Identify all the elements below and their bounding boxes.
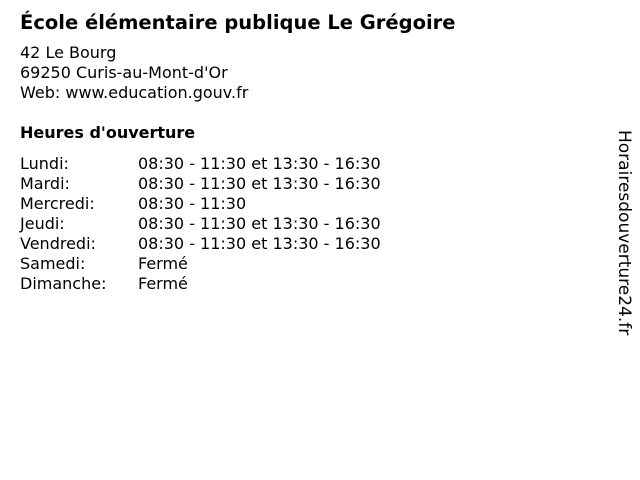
address-city: 69250 Curis-au-Mont-d'Or: [20, 63, 228, 82]
hours-row-friday: [20, 234, 381, 254]
address-street: 42 Le Bourg: [20, 43, 117, 62]
hours-row-monday: [20, 154, 381, 174]
hours-time: 08:30 - 11:30 et 13:30 - 16:30: [138, 234, 381, 253]
hours-time: 08:30 - 11:30 et 13:30 - 16:30: [138, 214, 381, 233]
hours-day: Jeudi:: [20, 214, 65, 233]
hours-row-sunday: [20, 274, 381, 294]
hours-time: 08:30 - 11:30 et 13:30 - 16:30: [138, 154, 381, 173]
hours-row-tuesday: [20, 174, 381, 194]
hours-time: 08:30 - 11:30 et 13:30 - 16:30: [138, 174, 381, 193]
hours-table: [20, 154, 381, 294]
hours-time: Fermé: [138, 274, 188, 293]
hours-day: Mardi:: [20, 174, 70, 193]
hours-row-wednesday: [20, 194, 381, 214]
address-block: [20, 43, 248, 103]
hours-day: Vendredi:: [20, 234, 96, 253]
hours-time: 08:30 - 11:30: [138, 194, 247, 213]
hours-time: Fermé: [138, 254, 188, 273]
hours-day: Dimanche:: [20, 274, 107, 293]
hours-day: Samedi:: [20, 254, 86, 273]
hours-row-saturday: [20, 254, 381, 274]
school-name: École élémentaire publique Le Grégoire: [20, 11, 456, 34]
hours-day: Lundi:: [20, 154, 69, 173]
watermark-text: Horairesdouverture24.fr: [614, 130, 634, 336]
hours-day: Mercredi:: [20, 194, 95, 213]
hours-heading: Heures d'ouverture: [20, 123, 196, 142]
hours-row-thursday: [20, 214, 381, 234]
address-web: Web: www.education.gouv.fr: [20, 83, 249, 102]
